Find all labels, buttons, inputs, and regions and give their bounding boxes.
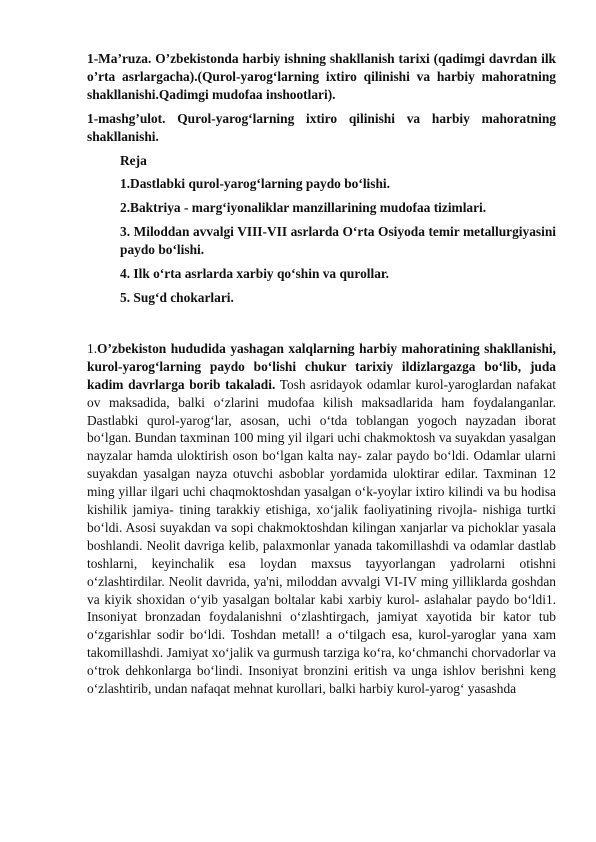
lesson-title: 1-mashg’ulot. Qurol-yarog‘larning ixtiro qilinishi va harbiy mahoratning shakllanishi. <box>87 110 556 144</box>
plan-item: 5. Sug‘d chokarlari. <box>120 289 234 305</box>
lead-sentence: O’zbekiston hududida yashagan xalqlarning harbiy mahoratining shakllanishi, kurol-yarog‘larning paydo bo‘lishi chukur tarixiy ildizlargazga bo‘lib, juda kadim davrlarga borib takaladi. <box>87 340 556 392</box>
plan-item: 4. Ilk o‘rta asrlarda xarbiy qo‘shin va qurollar. <box>120 266 389 282</box>
body-text: Tosh asridayok odamlar kurol-yaroglardan nafakat ov maksadida, balki o‘zlarini mudofaa kilish maksadlarida ham foydalanganlar. Dastlabki qurol-yarog‘lar, asosan, uchi o‘tda toblangan yogoch nayzadan iborat bo‘lgan. Bundan taxminan 100 ming yil ilgari uchi chakmoktosh va suyakdan yasalgan nayzalar hamda uloktirish oson bo‘lgan kalta nay- zalar paydo bo‘ldi. Odamlar ularni suyakdan yasalgan nayza otuvchi asboblar yordamida uloktirar edilar. Taxminan 12 ming yillar ilgari uchi chaqmoktoshdan yasalgan o‘k-yoylar ixtiro kilindi va bu hodisa kishilik jamiya- tining tarakkiy etishiga, xo‘jalik faoliyatining rivojla- nishiga turtki bo‘ldi. Asosi suyakdan va sopi chakmoktoshdan kilingan xanjarlar va pichoklar yasala boshlandi. Neolit davriga kelib, palaxmonlar yanada takomillashdi va odamlar dastlab toshlarni, keyinchalik esa loydan maxsus tayyorlangan yadrolarni otishni o‘zlashtirdilar. Neolit davrida, ya'ni, miloddan avvalgi VI-IV ming yilliklarda goshdan va kiyik shoxidan o‘yib yasalgan boltalar kabi xarbiy kurol- aslahalar paydo bo‘ldi1. Insoniyat bronzadan foydalanishni o‘zlashtirgach, jamiyat xayotida bir kator tub o‘zgarishlar sodir bo‘ldi. Toshdan metall! a o‘tilgach esa, kurol-yaroglar yana xam takomillashdi. Jamiyat xo‘jalik va gurmush tarziga ko‘ra, ko‘chmanchi chorvadorlar va o‘trok dehkonlarga bo‘lindi. Insoniyat bronzini eritish va unga ishlov berishni keng o‘zlashtirib, undan nafaqat mehnat kurollari, balki harbiy kurol-yarog‘ yasashda <box>87 376 556 697</box>
lecture-title: 1-Ma’ruza. O’zbekistonda harbiy ishning shakllanish tarixi (qadimgi davrdan ilk o’rta asrlargacha).(Qurol-yarog‘larning ixtiro qilinishi va harbiy mahoratning shakllanishi.Qadimgi mudofaa inshootlari). <box>87 51 556 102</box>
section-gap <box>87 313 556 340</box>
section-number: 1. <box>87 340 98 356</box>
plan-item: 3. Miloddan avvalgi VIII-VII asrlarda O‘rta Osiyoda temir metallurgiyasini paydo bo‘lishi. <box>120 224 556 258</box>
body-paragraph <box>87 340 556 698</box>
plan-list <box>87 175 556 306</box>
plan-item: 2.Baktriya - marg‘iyonaliklar manzillarining mudofaa tizimlari. <box>120 200 487 216</box>
plan-item: 1.Dastlabki qurol-yarog‘larning paydo bo‘lishi. <box>120 176 390 192</box>
plan-heading: Reja <box>120 152 147 168</box>
